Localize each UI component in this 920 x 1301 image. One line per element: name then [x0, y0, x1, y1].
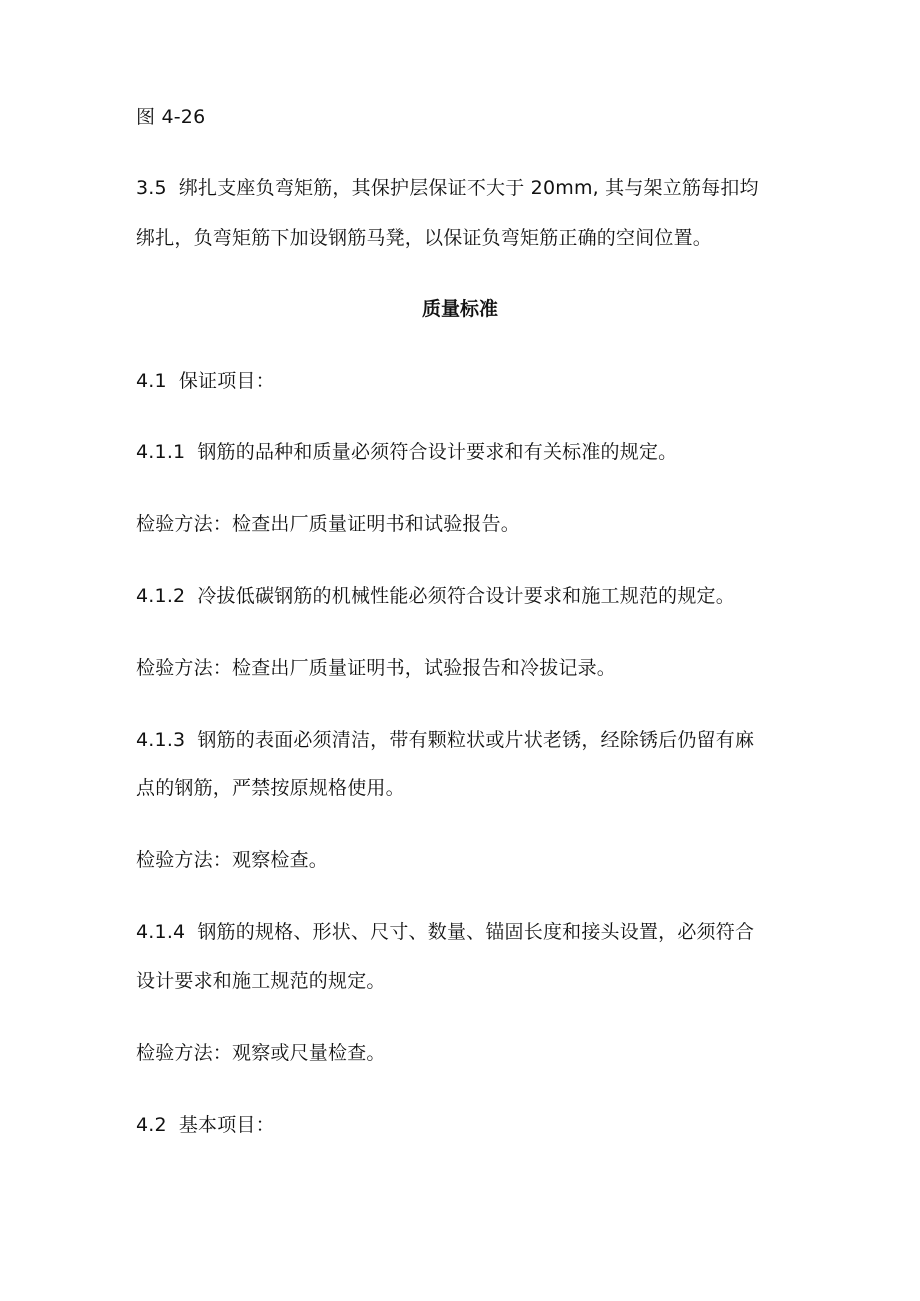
section-title: 保证项目： — [178, 370, 275, 392]
section-number: 4.1.3 — [136, 729, 186, 751]
section-number: 4.2 — [136, 1114, 167, 1136]
section-4-1-2 — [136, 584, 735, 608]
inspection-method-4-1-3: 检验方法：观察检查。 — [136, 849, 329, 871]
section-4-1-3-line-2: 点的钢筋，严禁按原规格使用。 — [136, 777, 405, 799]
inspection-method-4-1-4: 检验方法：观察或尺量检查。 — [136, 1042, 386, 1064]
section-text: 钢筋的品种和质量必须符合设计要求和有关标准的规定。 — [197, 441, 678, 463]
section-text: 绑扎支座负弯矩筋，其保护层保证不大于 20mm, 其与架立筋每扣均 — [178, 177, 759, 199]
section-number: 4.1.4 — [136, 921, 186, 943]
section-number: 4.1.1 — [136, 441, 186, 463]
section-3-5-line-1 — [136, 176, 759, 200]
inspection-method-4-1-2: 检验方法：检查出厂质量证明书，试验报告和冷拔记录。 — [136, 657, 617, 679]
section-text: 钢筋的表面必须清洁，带有颗粒状或片状老锈，经除锈后仍留有麻 — [197, 729, 755, 751]
inspection-method-4-1-1: 检验方法：检查出厂质量证明书和试验报告。 — [136, 513, 521, 535]
section-4-1-3-line-1 — [136, 728, 754, 752]
figure-caption: 图 4-26 — [136, 106, 206, 128]
section-number: 3.5 — [136, 177, 167, 199]
section-4-1-4-line-1 — [136, 920, 754, 944]
section-title: 基本项目： — [178, 1114, 275, 1136]
quality-standard-heading: 质量标准 — [421, 298, 498, 320]
section-3-5-line-2: 绑扎，负弯矩筋下加设钢筋马凳，以保证负弯矩筋正确的空间位置。 — [136, 227, 713, 249]
section-4-1 — [136, 369, 275, 393]
section-4-2 — [136, 1113, 275, 1137]
section-number: 4.1.2 — [136, 585, 186, 607]
section-text: 冷拔低碳钢筋的机械性能必须符合设计要求和施工规范的规定。 — [197, 585, 735, 607]
section-number: 4.1 — [136, 370, 167, 392]
section-text: 钢筋的规格、形状、尺寸、数量、锚固长度和接头设置，必须符合 — [197, 921, 755, 943]
section-4-1-1 — [136, 440, 677, 464]
section-4-1-4-line-2: 设计要求和施工规范的规定。 — [136, 970, 386, 992]
